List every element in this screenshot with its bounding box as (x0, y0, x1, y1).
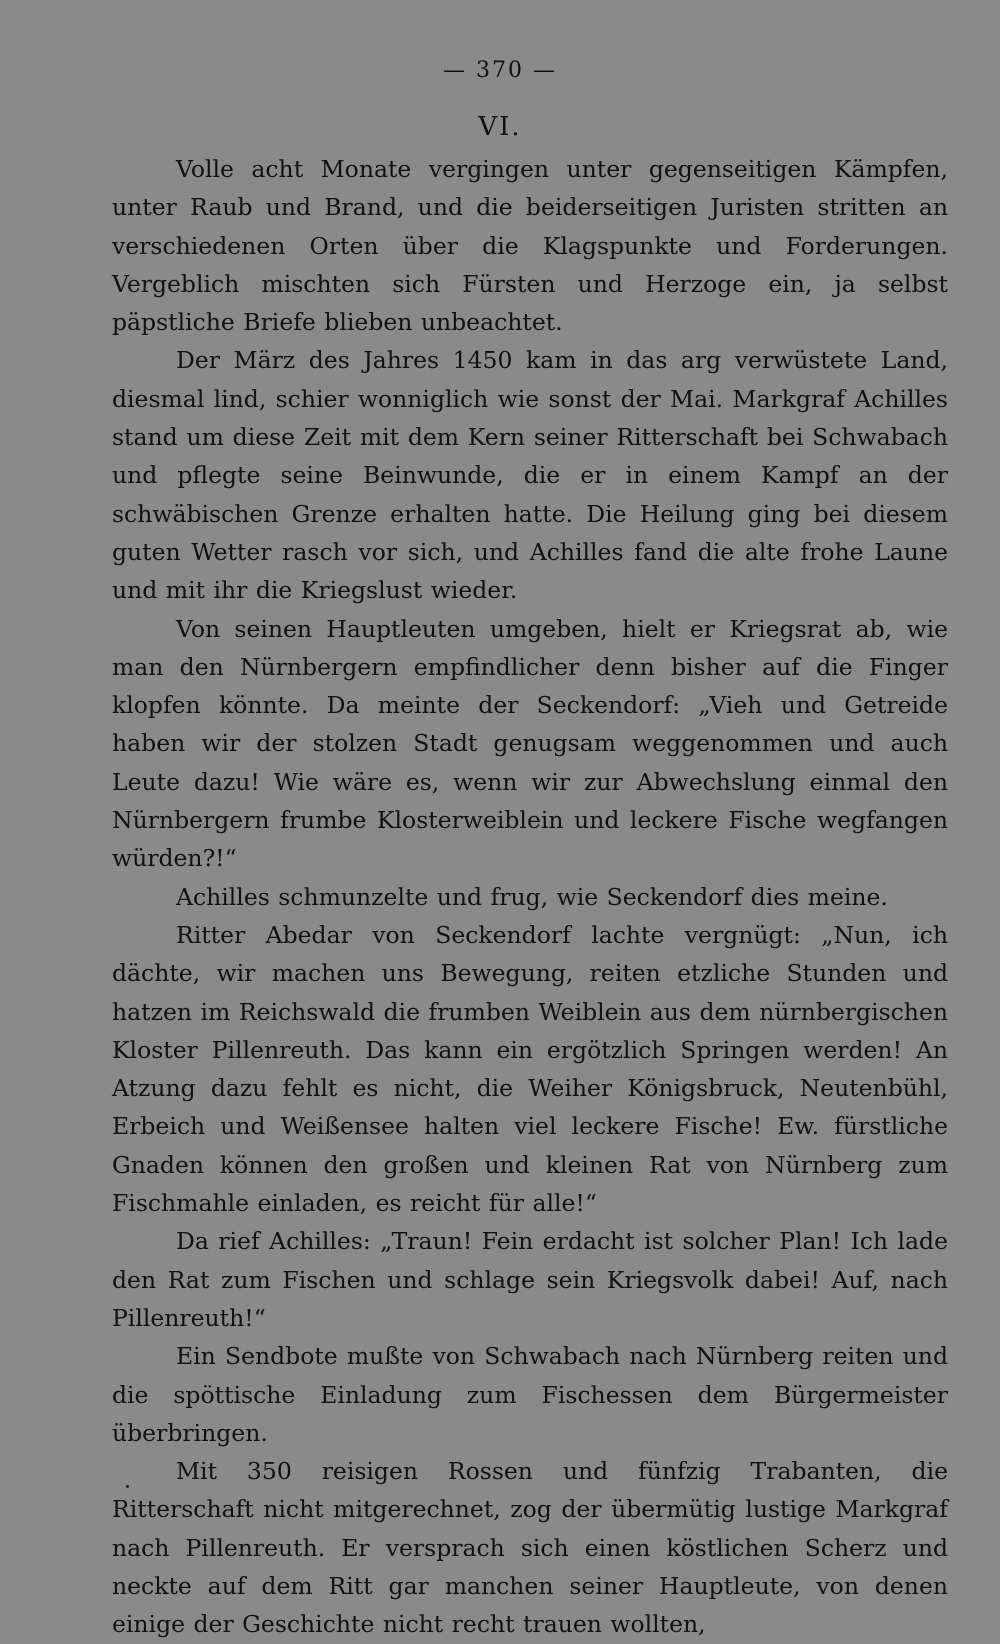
paragraph: Ritter Abedar von Seckendorf lachte vergnügt: „Nun, ich dächte, wir machen uns Bewegung, reiten etzliche Stunden und hatzen im Reichswald die frumben Weiblein aus dem nürnbergischen Kloster Pillenreuth. Das kann ein ergötzlich Springen werden! An Atzung dazu fehlt es nicht, die Weiher Königsbruck, Neutenbühl, Erbeich und Weißensee halten viel leckere Fische! Ew. fürstliche Gnaden können den großen und kleinen Rat von Nürnberg zum Fischmahle einladen, es reicht für alle!“ (112, 920, 948, 1218)
paragraph: Von seinen Hauptleuten umgeben, hielt er Kriegsrat ab, wie man den Nürnbergern empfindlicher denn bisher auf die Finger klopfen könnte. Da meinte der Seckendorf: „Vieh und Getreide haben wir der stolzen Stadt genugsam weggenommen und auch Leute dazu! Wie wäre es, wenn wir zur Abwechslung einmal den Nürnbergern frumbe Klosterweiblein und leckere Fische wegfangen würden?!“ (112, 614, 948, 873)
paragraph: Volle acht Monate vergingen unter gegenseitigen Kämpfen, unter Raub und Brand, und die beiderseitigen Juristen stritten an verschiedenen Orten über die Klagspunkte und Forderungen. Vergeblich mischten sich Fürsten und Herzoge ein, ja selbst päpstliche Briefe blieben unbeachtet. (112, 155, 948, 337)
paragraph: Mit 350 reisigen Rossen und fünfzig Trabanten, die Ritterschaft nicht mitgerechnet, zog der übermütig lustige Markgraf nach Pillenreuth. Er versprach sich einen köstlichen Scherz und neckte auf dem Ritt gar manchen seiner Hauptleute, von denen einige der Geschichte nicht recht trauen wollten, (112, 1457, 948, 1639)
print-speck (126, 1485, 129, 1488)
page-number: — 370 — (443, 58, 557, 83)
paragraph: Da rief Achilles: „Traun! Fein erdacht ist solcher Plan! Ich lade den Rat zum Fischen und schlage sein Kriegsvolk dabei! Auf, nach Pillenreuth!“ (112, 1227, 948, 1332)
paragraph: Achilles schmunzelte und frug, wie Seckendorf dies meine. (176, 882, 888, 911)
chapter-heading: VI. (478, 112, 522, 142)
body-text (112, 150, 948, 1644)
paragraph: Der März des Jahres 1450 kam in das arg verwüstete Land, diesmal lind, schier wonniglich wie sonst der Mai. Markgraf Achilles stand um diese Zeit mit dem Kern seiner Ritterschaft bei Schwabach und pflegte seine Beinwunde, die er in einem Kampf an der schwäbischen Grenze erhalten hatte. Die Heilung ging bei diesem guten Wetter rasch vor sich, und Achilles fand die alte frohe Laune und mit ihr die Kriegslust wieder. (112, 346, 948, 605)
paragraph: Ein Sendbote mußte von Schwabach nach Nürnberg reiten und die spöttische Einladung zum Fischessen dem Bürgermeister überbringen. (112, 1342, 948, 1447)
